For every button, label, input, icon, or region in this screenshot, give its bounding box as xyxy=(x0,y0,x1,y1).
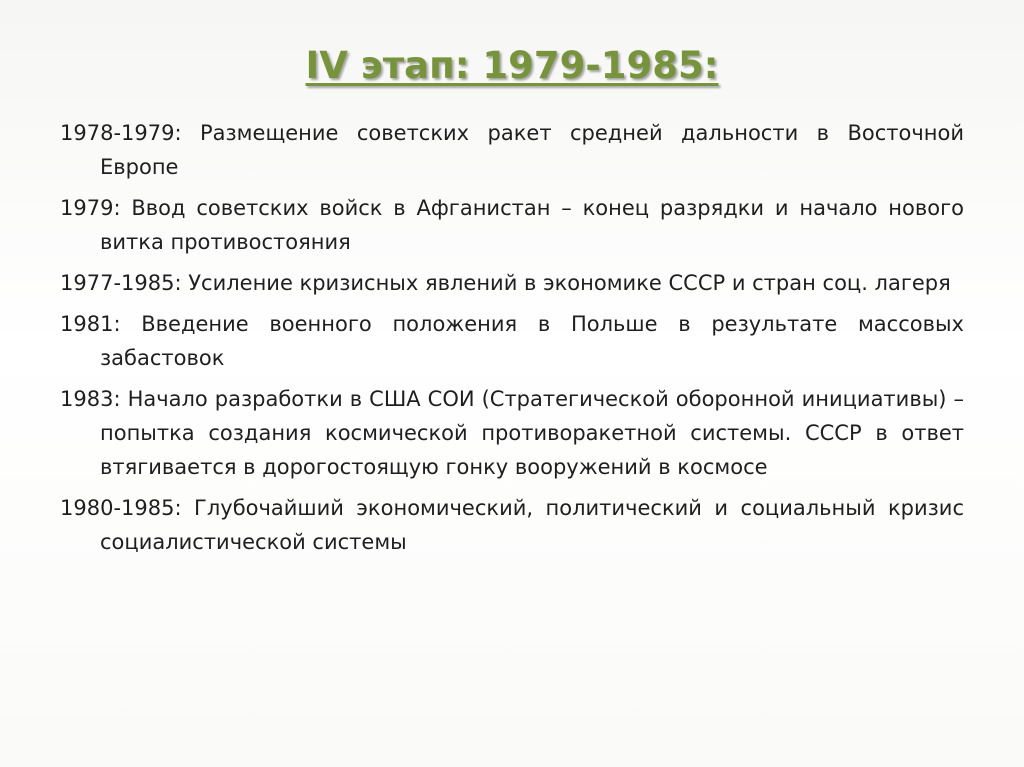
event-years: 1977-1985: xyxy=(60,271,182,295)
event-item xyxy=(60,266,964,300)
event-text: Размещение советских ракет средней дальности в Восточной Европе xyxy=(100,121,964,179)
event-item xyxy=(60,116,964,184)
event-text: Введение военного положения в Польше в результате массовых забастовок xyxy=(100,312,964,370)
event-years: 1980-1985: xyxy=(60,496,182,520)
event-item xyxy=(60,307,964,375)
event-item xyxy=(60,491,964,559)
event-years: 1983: xyxy=(60,387,121,411)
event-years: 1981: xyxy=(60,312,121,336)
event-item xyxy=(60,191,964,259)
event-years: 1978-1979: xyxy=(60,121,182,145)
event-text: Усиление кризисных явлений в экономике СССР и стран соц. лагеря xyxy=(188,271,951,295)
event-years: 1979: xyxy=(60,196,121,220)
event-list xyxy=(60,116,964,566)
event-item xyxy=(60,382,964,484)
event-text: Начало разработки в США СОИ (Стратегической оборонной инициативы) – попытка создания космической противоракетной системы. СССР в ответ втягивается в дорогостоящую гонку вооружений в космосе xyxy=(100,387,964,479)
slide-title: IV этап: 1979-1985: xyxy=(305,44,719,87)
event-text: Глубочайший экономический, политический и социальный кризис социалистической системы xyxy=(100,496,964,554)
event-text: Ввод советских войск в Афганистан – конец разрядки и начало нового витка противостояния xyxy=(100,196,964,254)
